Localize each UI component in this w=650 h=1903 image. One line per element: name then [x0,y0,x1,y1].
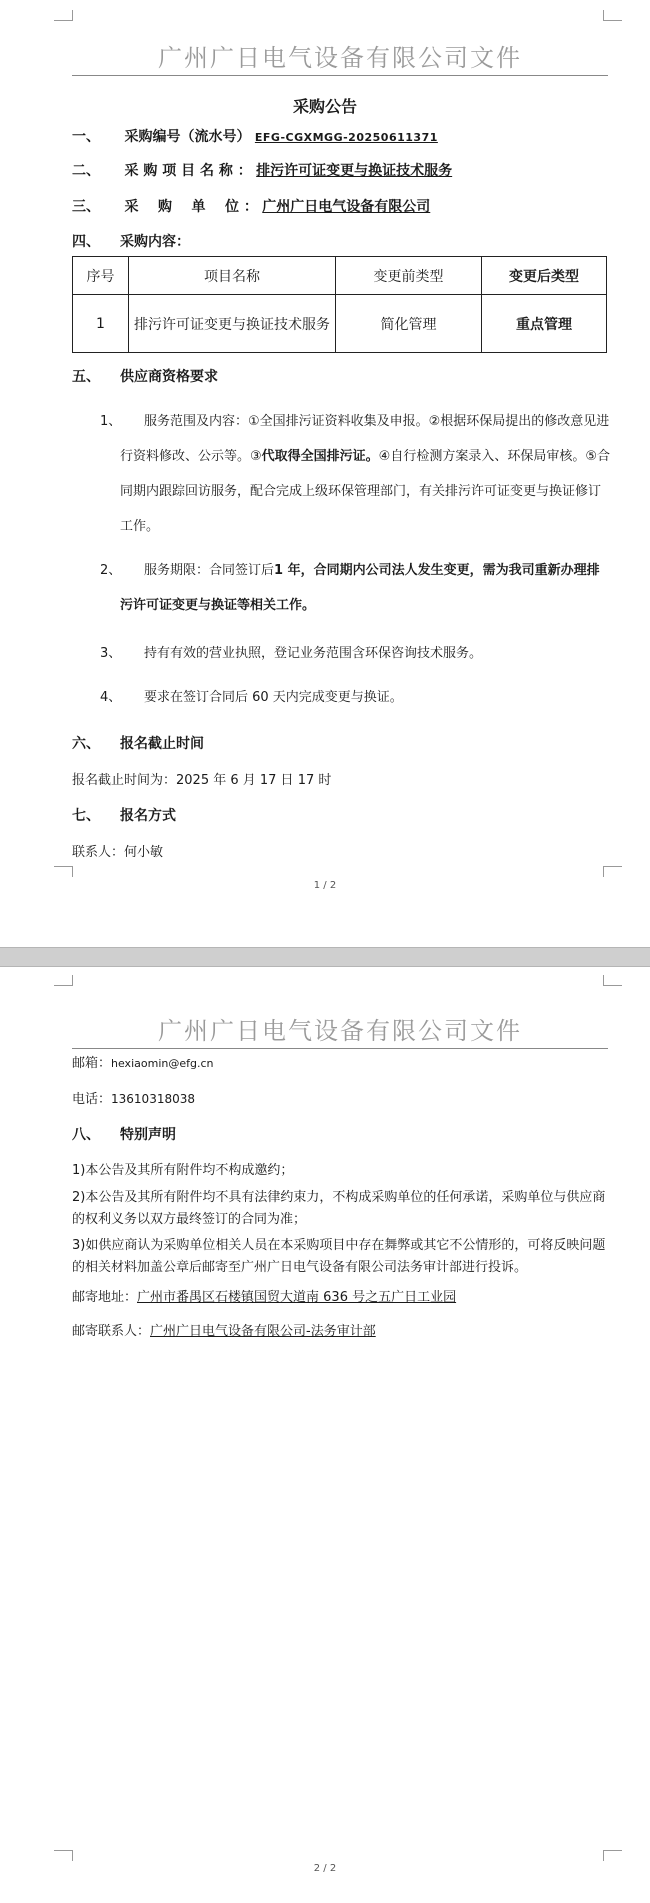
section-number: 四、 [72,234,100,250]
section-number: 五、 [72,369,100,385]
section-title: 报名截止时间 [120,736,204,752]
section-heading-4 [72,231,190,251]
requirement-text-bold: 代取得全国排污证。 [261,449,379,464]
phone-line [72,1088,195,1107]
declaration-item: 3)如供应商认为采购单位相关人员在本采购项目中存在舞弊或其它不公情形的，可将反映问题的相关材料加盖公章后邮寄至广州广日电气设备有限公司法务审计部进行投诉。 [72,1238,606,1275]
declaration-item: 2)本公告及其所有附件均不具有法律约束力，不构成采购单位的任何承诺，采购单位与供应商的权利义务以双方最终签订的合同为准； [72,1190,606,1227]
page-separator [0,947,650,967]
section-title: 特别声明 [120,1127,176,1143]
page-2 [0,967,650,1903]
document-title: 采购公告 [292,97,357,116]
requirement-text-bold: 1 年，合同期内公司法人发生变更，需为我司重新办理排污许可证变更与换证等相关工作。 [120,563,600,613]
table-header-cell: 变更后类型 [482,257,607,295]
table-row [73,295,607,353]
table-cell: 重点管理 [482,295,607,353]
requirement-2 [100,553,610,623]
requirement-index: 3、 [100,646,122,661]
requirement-text: 服务期限：合同签订后 [144,563,275,578]
mail-contact-label: 邮寄联系人： [72,1324,151,1339]
table-header-row [73,257,607,295]
requirement-index: 4、 [100,690,122,705]
procurement-number-label: 采购编号（流水号） [124,129,251,145]
table-header-cell: 变更前类型 [336,257,482,295]
section-number: 八、 [72,1127,100,1143]
requirement-4 [100,680,610,715]
crop-mark [54,10,73,21]
requirement-1 [100,404,610,544]
company-header: 广州广日电气设备有限公司文件 [72,1011,608,1049]
section-heading-7 [72,805,176,825]
email-value: hexiaomin@efg.cn [111,1057,214,1070]
requirement-text: 要求在签订合同后 60 天内完成变更与换证。 [144,690,403,705]
project-name-line [72,160,452,180]
mail-address-value: 广州市番禺区石楼镇国贸大道南 636 号之五广日工业园 [137,1290,457,1305]
company-header: 广州广日电气设备有限公司文件 [72,38,608,76]
page-number: 1 / 2 [313,880,337,891]
email-line [72,1052,213,1071]
section-title: 报名方式 [120,808,176,824]
phone-value: 13610318038 [111,1092,195,1106]
section-number: 七、 [72,808,100,824]
crop-mark [54,866,73,877]
crop-mark [603,1850,622,1861]
contact-person: 联系人：何小敏 [72,845,164,860]
section-title: 采购内容： [120,234,190,250]
mail-address-label: 邮寄地址： [72,1290,138,1305]
phone-label: 电话： [72,1092,112,1107]
project-name-label: 采 购 项 目 名 称 ： [124,163,252,179]
procurement-number-value: EFG-CGXMGG-20250611371 [254,131,438,144]
mail-address-line [72,1286,456,1305]
purchasing-unit-value: 广州广日电气设备有限公司 [262,199,431,215]
purchasing-unit-line [72,196,430,216]
section-heading-8 [72,1124,176,1144]
crop-mark [603,975,622,986]
crop-mark [603,866,622,877]
crop-mark [54,1850,73,1861]
crop-mark [603,10,622,21]
email-label: 邮箱： [72,1056,112,1071]
table-cell: 排污许可证变更与换证技术服务 [129,295,336,353]
procurement-number-line [72,126,438,146]
section-title: 供应商资格要求 [120,369,218,385]
mail-contact-line [72,1320,376,1339]
page-1 [0,0,650,947]
table-header-cell: 序号 [73,257,129,295]
purchasing-unit-label: 采 购 单 位 ： [124,199,258,215]
declaration-item: 1)本公告及其所有附件均不构成邀约； [72,1163,294,1178]
section-heading-5 [72,366,218,386]
table-cell: 1 [73,295,129,353]
section-number: 二、 [72,163,100,179]
page-number: 2 / 2 [313,1863,337,1874]
table-header-cell: 项目名称 [129,257,336,295]
mail-contact-value: 广州广日电气设备有限公司-法务审计部 [150,1324,376,1339]
section-number: 三、 [72,199,100,215]
section-number: 一、 [72,129,100,145]
section-number: 六、 [72,736,100,752]
requirement-index: 1、 [100,414,122,429]
procurement-items-table [72,256,607,353]
requirement-index: 2、 [100,563,122,578]
requirement-text: 持有有效的营业执照，登记业务范围含环保咨询技术服务。 [144,646,483,661]
requirement-text: ④自行检测方案录入、环保局审核。⑤合同期内跟踪回访服务，配合完成上级环保管理部门，有关排污许可证变更与换证修订工作。 [120,449,610,534]
section-heading-6 [72,733,204,753]
requirement-text: 服务范围及内容：①全国排污证资料收集及申报。②根据环保局提出的修改意见进行资料修改、公示等。③ [120,414,610,464]
crop-mark [54,975,73,986]
project-name-value: 排污许可证变更与换证技术服务 [256,163,453,179]
deadline-text: 报名截止时间为：2025 年 6 月 17 日 17 时 [72,773,332,788]
table-cell: 简化管理 [336,295,482,353]
requirement-3 [100,636,610,671]
